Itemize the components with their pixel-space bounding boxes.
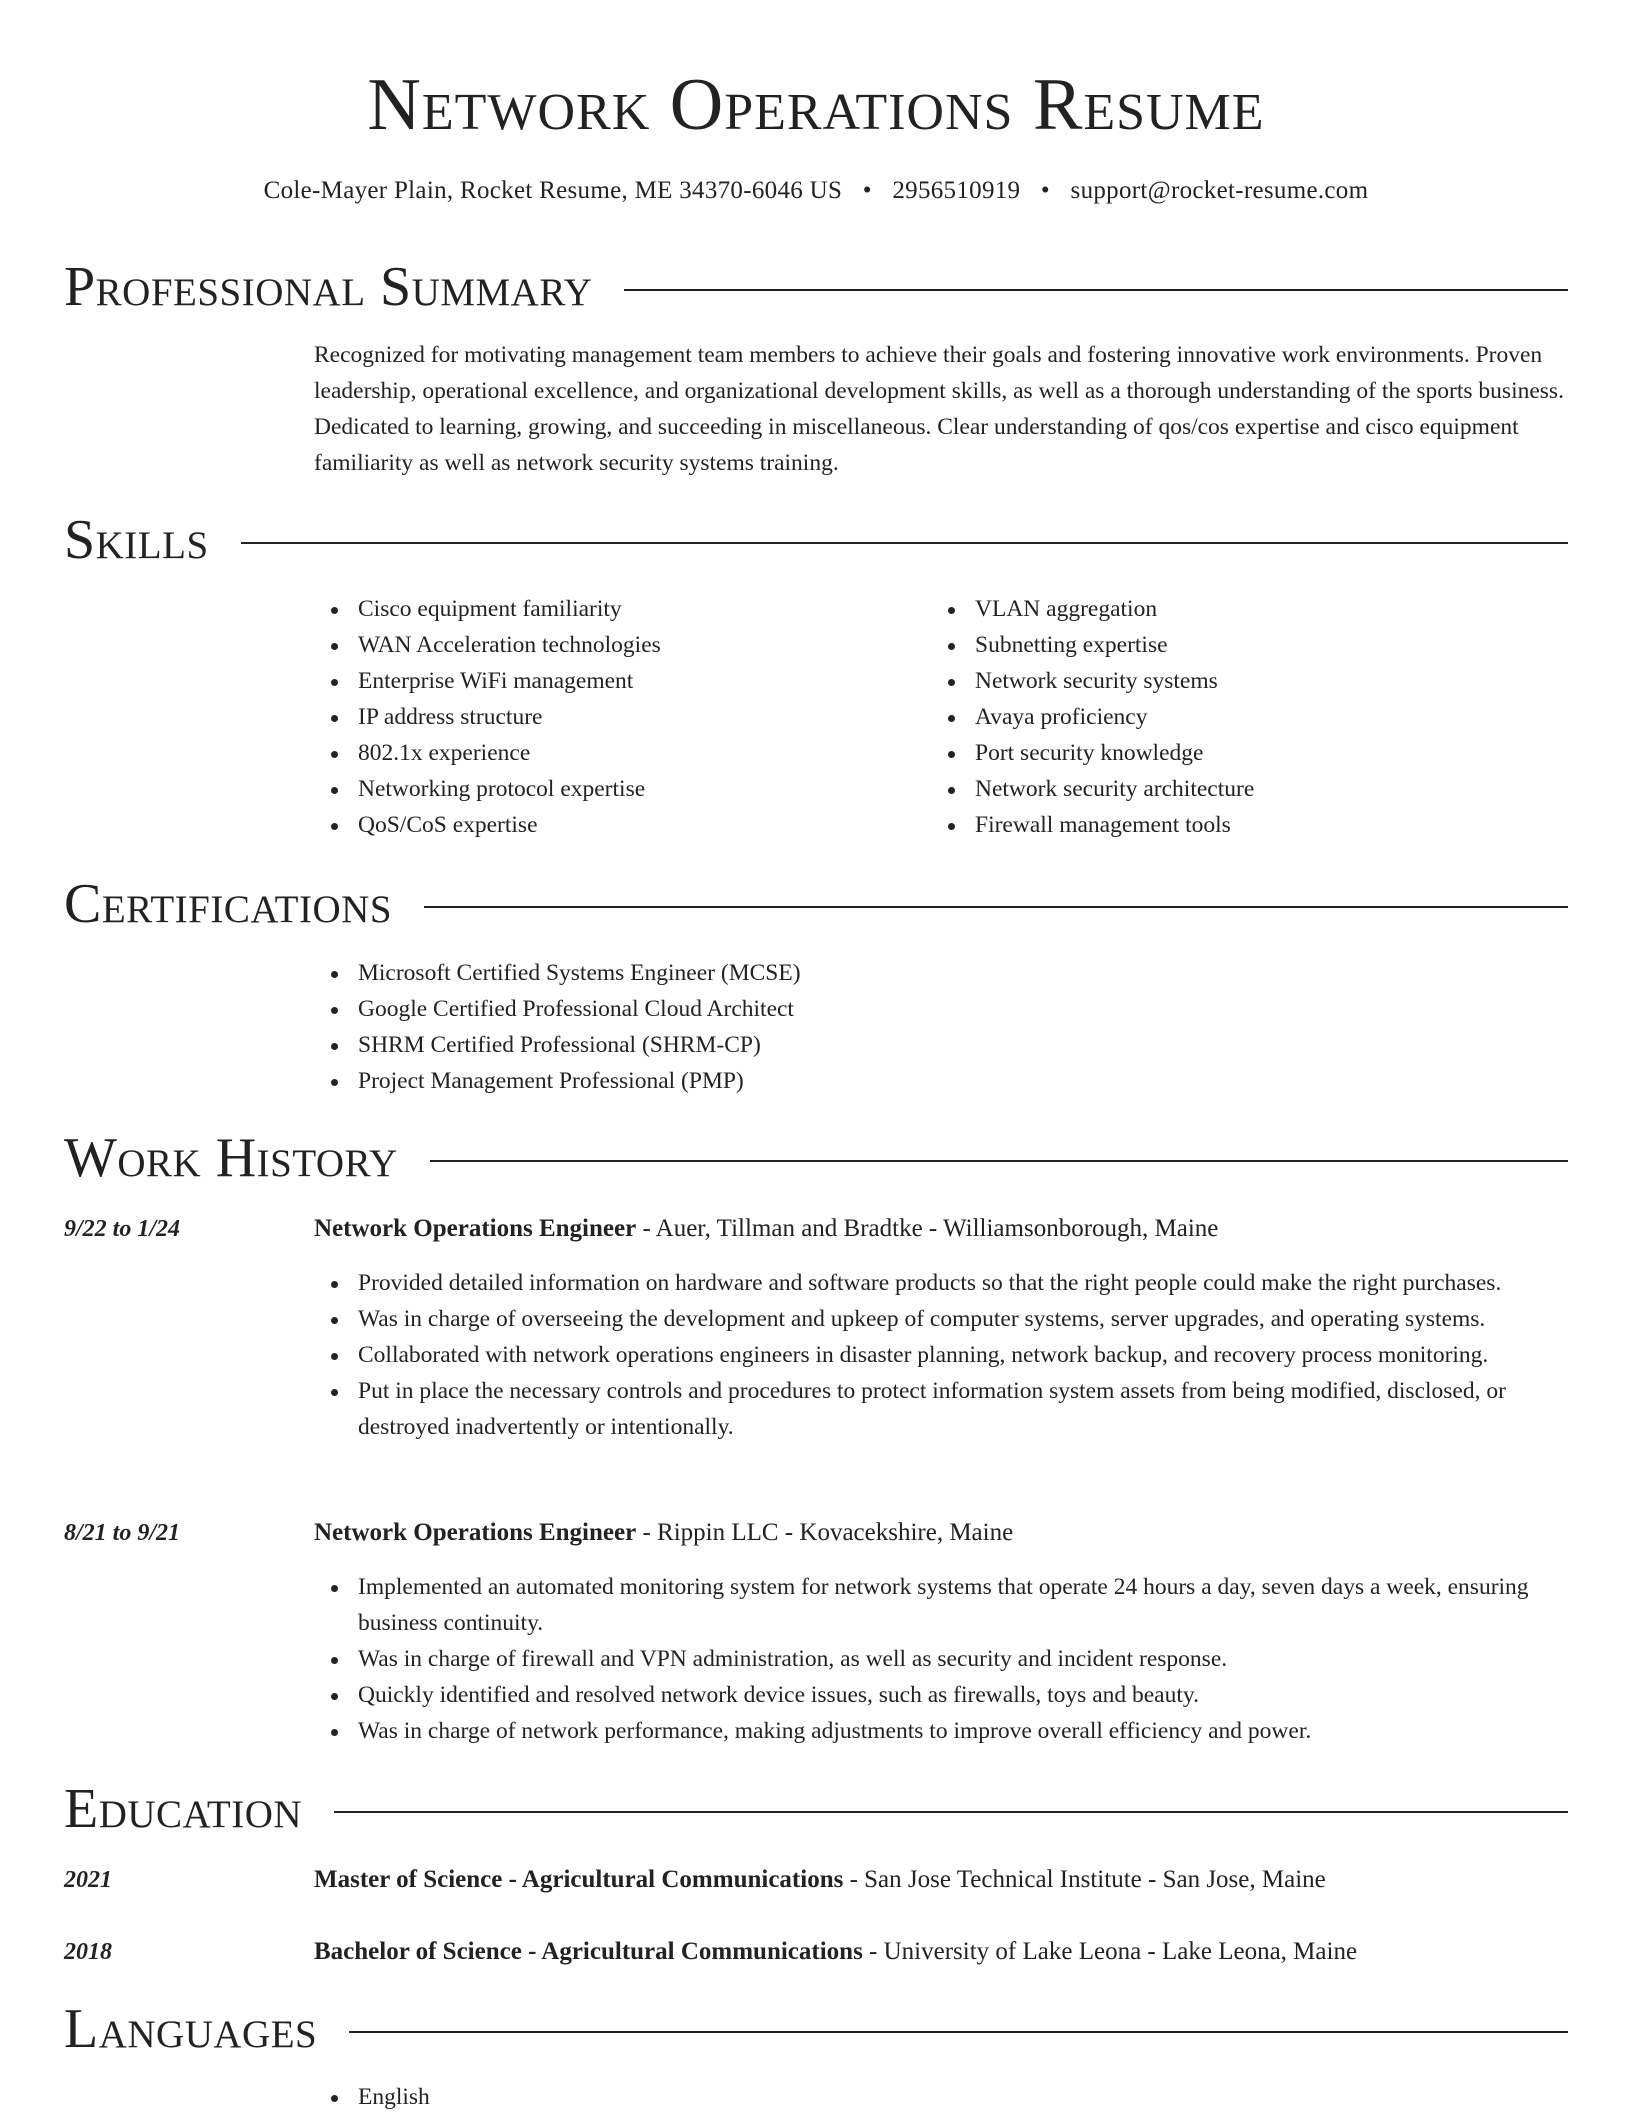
certification-item: Google Certified Professional Cloud Architect	[314, 991, 1574, 1027]
job-bullet: Quickly identified and resolved network device issues, such as firewalls, toys and beauty.	[314, 1677, 1572, 1713]
job-bullet: Put in place the necessary controls and procedures to protect information system assets from being modified, disclosed, or destroyed inadvertently or intentionally.	[314, 1373, 1572, 1445]
contact-phone: 2956510919	[892, 177, 1021, 204]
skill-item: Port security knowledge	[931, 735, 1531, 771]
skill-item: Networking protocol expertise	[314, 771, 914, 807]
section-header-certifications	[64, 872, 1568, 936]
section-title-certifications: Certifications	[64, 873, 393, 935]
contact-line	[0, 174, 1632, 208]
education-degree: Bachelor of Science - Agricultural Communications	[314, 1938, 863, 1965]
skills-list-left	[314, 591, 914, 843]
section-title-work-history: Work History	[64, 1127, 398, 1189]
skill-item: WAN Acceleration technologies	[314, 627, 914, 663]
summary-text: Recognized for motivating management team members to achieve their goals and fostering innovative work environments. Proven leadership, operational excellence, and organizational development skills, as well as a thorough understanding of the sports business. Dedicated to learning, growing, and succeeding in miscellaneous. Clear understanding of qos/cos expertise and cisco equipment familiarity as well as network security systems training.	[314, 342, 1564, 476]
job-dates: 9/22 to 1/24	[64, 1216, 181, 1242]
section-divider	[430, 1160, 1568, 1162]
contact-email: support@rocket-resume.com	[1070, 177, 1369, 204]
section-header-work-history	[64, 1126, 1568, 1190]
section-divider	[334, 1811, 1568, 1813]
skill-item: Avaya proficiency	[931, 699, 1531, 735]
education-entry	[64, 1934, 1568, 1970]
job-bullet: Was in charge of overseeing the development and upkeep of computer systems, server upgrades, and operating systems.	[314, 1301, 1572, 1337]
languages-list	[314, 2079, 914, 2115]
job-title: Network Operations Engineer	[314, 1519, 637, 1546]
certifications-list	[314, 955, 1574, 1099]
job-title: Network Operations Engineer	[314, 1215, 637, 1242]
education-heading	[314, 1934, 1357, 1970]
section-divider	[624, 289, 1568, 291]
section-title-education: Education	[64, 1778, 303, 1840]
skill-item: VLAN aggregation	[931, 591, 1531, 627]
job-bullet: Was in charge of firewall and VPN administration, as well as security and incident response.	[314, 1641, 1572, 1677]
education-heading	[314, 1862, 1326, 1898]
certification-item: Microsoft Certified Systems Engineer (MCSE)	[314, 955, 1574, 991]
job-bullet: Implemented an automated monitoring system for network systems that operate 24 hours a day, seven days a week, ensuring business continuity.	[314, 1569, 1572, 1641]
job-employer: - Auer, Tillman and Bradtke - Williamsonborough, Maine	[636, 1215, 1219, 1242]
education-school: - San Jose Technical Institute - San Jose, Maine	[843, 1866, 1326, 1893]
job-heading	[314, 1515, 1013, 1551]
skills-list-right	[931, 591, 1531, 843]
contact-separator: •	[1040, 177, 1050, 204]
language-item: English	[314, 2079, 914, 2115]
job-employer: - Rippin LLC - Kovacekshire, Maine	[636, 1519, 1014, 1546]
job-heading	[314, 1211, 1218, 1247]
certification-item: Project Management Professional (PMP)	[314, 1063, 1574, 1099]
education-degree: Master of Science - Agricultural Communications	[314, 1866, 844, 1893]
job-bullet: Collaborated with network operations engineers in disaster planning, network backup, and recovery process monitoring.	[314, 1337, 1572, 1373]
contact-separator: •	[862, 177, 872, 204]
certification-item: SHRM Certified Professional (SHRM-CP)	[314, 1027, 1574, 1063]
section-header-education	[64, 1777, 1568, 1841]
skill-item: 802.1x experience	[314, 735, 914, 771]
resume-title: Network Operations Resume	[367, 64, 1265, 146]
skill-item: Network security architecture	[931, 771, 1531, 807]
section-title-languages: Languages	[64, 1998, 318, 2060]
education-year: 2021	[64, 1867, 112, 1893]
skill-item: Enterprise WiFi management	[314, 663, 914, 699]
section-header-summary	[64, 255, 1568, 319]
job-bullets	[314, 1569, 1572, 1749]
skill-item: Network security systems	[931, 663, 1531, 699]
job-bullets	[314, 1265, 1572, 1445]
section-divider	[241, 542, 1568, 544]
section-header-languages	[64, 1997, 1568, 2061]
section-header-skills	[64, 508, 1568, 572]
job-dates: 8/21 to 9/21	[64, 1520, 181, 1546]
education-year: 2018	[64, 1939, 112, 1965]
section-title-summary: Professional Summary	[64, 256, 593, 318]
education-school: - University of Lake Leona - Lake Leona, Maine	[862, 1938, 1358, 1965]
section-divider	[349, 2031, 1568, 2033]
job-bullet: Provided detailed information on hardware and software products so that the right people could make the right purchases.	[314, 1265, 1572, 1301]
skill-item: QoS/CoS expertise	[314, 807, 914, 843]
education-entry	[64, 1862, 1568, 1898]
section-divider	[424, 906, 1568, 908]
contact-address: Cole-Mayer Plain, Rocket Resume, ME 34370-6046 US	[263, 177, 843, 204]
skill-item: Cisco equipment familiarity	[314, 591, 914, 627]
skill-item: Firewall management tools	[931, 807, 1531, 843]
job-bullet: Was in charge of network performance, making adjustments to improve overall efficiency and power.	[314, 1713, 1572, 1749]
section-title-skills: Skills	[64, 509, 209, 571]
skill-item: IP address structure	[314, 699, 914, 735]
skill-item: Subnetting expertise	[931, 627, 1531, 663]
